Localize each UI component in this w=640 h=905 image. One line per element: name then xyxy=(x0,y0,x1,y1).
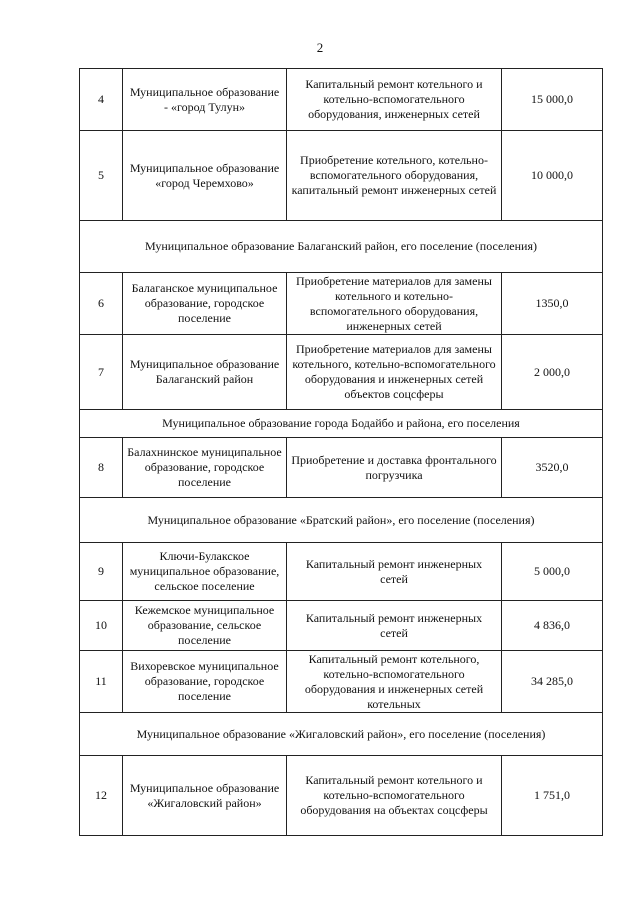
table-row xyxy=(80,335,603,410)
amount-cell: 1350,0 xyxy=(502,273,603,335)
municipality-cell: Вихоревское муниципальное образование, городское поселение xyxy=(123,651,287,713)
amount-cell: 34 285,0 xyxy=(502,651,603,713)
municipality-cell: Муниципальное образование Балаганский район xyxy=(123,335,287,410)
row-number: 7 xyxy=(80,335,123,410)
row-number: 6 xyxy=(80,273,123,335)
section-row xyxy=(80,713,603,756)
work-description-cell: Капитальный ремонт котельного и котельно-вспомогательного оборудования, инженерных сетей xyxy=(287,69,502,131)
work-description-cell: Приобретение материалов для замены котельного и котельно-вспомогательного оборудования, инженерных сетей xyxy=(287,273,502,335)
work-description-cell: Капитальный ремонт котельного, котельно-вспомогательного оборудования и инженерных сетей котельных xyxy=(287,651,502,713)
work-description-cell: Приобретение и доставка фронтального погрузчика xyxy=(287,438,502,498)
table-row xyxy=(80,543,603,601)
amount-cell: 10 000,0 xyxy=(502,131,603,221)
section-title: Муниципальное образование «Жигаловский район», его поселение (поселения) xyxy=(80,713,603,756)
municipality-cell: Балахнинское муниципальное образование, городское поселение xyxy=(123,438,287,498)
municipality-cell: Муниципальное образование «Жигаловский район» xyxy=(123,756,287,836)
table-row xyxy=(80,756,603,836)
municipality-cell: Муниципальное образование - «город Тулун» xyxy=(123,69,287,131)
funding-table xyxy=(79,68,603,836)
row-number: 4 xyxy=(80,69,123,131)
table-row xyxy=(80,273,603,335)
work-description-cell: Капитальный ремонт инженерных сетей xyxy=(287,543,502,601)
amount-cell: 2 000,0 xyxy=(502,335,603,410)
table-row xyxy=(80,601,603,651)
section-row xyxy=(80,498,603,543)
row-number: 9 xyxy=(80,543,123,601)
amount-cell: 4 836,0 xyxy=(502,601,603,651)
page-number: 2 xyxy=(316,40,324,55)
work-description-cell: Капитальный ремонт котельного и котельно-вспомогательного оборудования на объектах соцсферы xyxy=(287,756,502,836)
section-title: Муниципальное образование «Братский район», его поселение (поселения) xyxy=(80,498,603,543)
amount-cell: 5 000,0 xyxy=(502,543,603,601)
amount-cell: 1 751,0 xyxy=(502,756,603,836)
table-row xyxy=(80,438,603,498)
work-description-cell: Приобретение котельного, котельно-вспомогательного оборудования, капитальный ремонт инженерных сетей xyxy=(287,131,502,221)
municipality-cell: Муниципальное образование «город Черемхово» xyxy=(123,131,287,221)
row-number: 10 xyxy=(80,601,123,651)
work-description-cell: Приобретение материалов для замены котельного, котельно-вспомогательного оборудования и инженерных сетей объектов соцсферы xyxy=(287,335,502,410)
row-number: 5 xyxy=(80,131,123,221)
amount-cell: 15 000,0 xyxy=(502,69,603,131)
municipality-cell: Кежемское муниципальное образование, сельское поселение xyxy=(123,601,287,651)
table-row xyxy=(80,651,603,713)
section-row xyxy=(80,410,603,438)
section-title: Муниципальное образование Балаганский район, его поселение (поселения) xyxy=(80,221,603,273)
section-row xyxy=(80,221,603,273)
municipality-cell: Балаганское муниципальное образование, городское поселение xyxy=(123,273,287,335)
work-description-cell: Капитальный ремонт инженерных сетей xyxy=(287,601,502,651)
row-number: 12 xyxy=(80,756,123,836)
amount-cell: 3520,0 xyxy=(502,438,603,498)
row-number: 8 xyxy=(80,438,123,498)
table-row xyxy=(80,69,603,131)
table-row xyxy=(80,131,603,221)
row-number: 11 xyxy=(80,651,123,713)
section-title: Муниципальное образование города Бодайбо и района, его поселения xyxy=(80,410,603,438)
municipality-cell: Ключи-Булакское муниципальное образование, сельское поселение xyxy=(123,543,287,601)
